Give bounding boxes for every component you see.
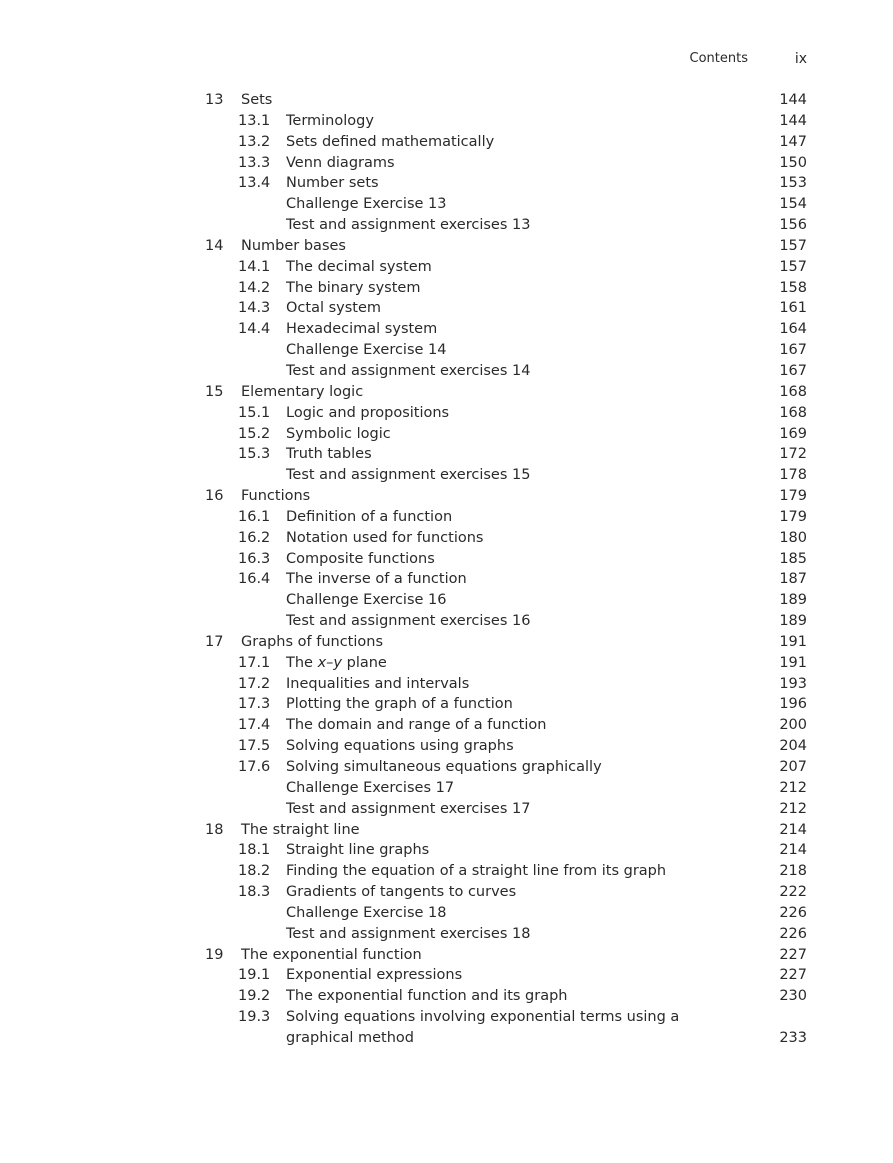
toc-entry-section: [0, 132, 893, 153]
toc-entry-number: 16.4: [238, 571, 271, 588]
toc-entry-extra: [0, 799, 893, 820]
toc-entry-page: 200: [779, 717, 807, 734]
toc-entry-page: 157: [779, 237, 807, 254]
toc-entry-title: Symbolic logic: [286, 425, 391, 442]
toc-entry-title: [286, 653, 387, 674]
toc-entry-title: Venn diagrams: [286, 154, 395, 171]
toc-entry-cont: [0, 1028, 893, 1049]
toc-entry-number: 14: [205, 237, 224, 254]
toc-entry-chapter: [0, 820, 893, 841]
toc-entry-page: 168: [779, 383, 807, 400]
toc-entry-page: 227: [779, 967, 807, 984]
toc-entry-page: 147: [779, 133, 807, 150]
toc-entry-section: [0, 173, 893, 194]
toc-entry-page: 204: [779, 738, 807, 755]
toc-entry-number: 13.3: [238, 154, 271, 171]
toc-entry-chapter: [0, 486, 893, 507]
toc-entry-number: 18: [205, 821, 224, 838]
toc-entry-title: Number bases: [241, 237, 346, 254]
toc-entry-title: Solving equations involving exponential terms using a: [286, 1009, 680, 1026]
toc-entry-title: Test and assignment exercises 16: [286, 613, 531, 630]
toc-entry-title: Solving equations using graphs: [286, 738, 514, 755]
toc-entry-page: 153: [779, 175, 807, 192]
toc-entry-chapter: [0, 632, 893, 653]
toc-entry-number: 16.2: [238, 529, 271, 546]
toc-entry-title: The domain and range of a function: [286, 717, 547, 734]
toc-entry-title: Exponential expressions: [286, 967, 463, 984]
running-head-title: Contents: [689, 51, 748, 66]
toc-entry-title: The straight line: [241, 821, 360, 838]
toc-entry-title: Test and assignment exercises 14: [286, 362, 531, 379]
toc-entry-section: [0, 986, 893, 1007]
toc-entry-section: [0, 653, 893, 674]
toc-entry-title: Solving simultaneous equations graphically: [286, 759, 602, 775]
toc-entry-title: The inverse of a function: [286, 571, 467, 588]
toc-entry-number: 15.2: [238, 425, 271, 442]
toc-entry-title: Number sets: [286, 175, 379, 192]
toc-entry-extra: [0, 590, 893, 611]
toc-entry-page: 189: [779, 592, 807, 609]
toc-entry-number: 18.3: [238, 884, 271, 901]
toc-entry-title: Gradients of tangents to curves: [286, 884, 517, 901]
toc-entry-section: [0, 153, 893, 174]
toc-entry-page: 212: [779, 779, 807, 796]
toc-entry-page: 179: [779, 488, 807, 505]
toc-entry-number: 14.3: [238, 300, 271, 317]
toc-entry-section: [0, 403, 893, 424]
toc-entry-number: 13: [205, 92, 224, 108]
toc-entry-page: 207: [779, 759, 807, 775]
toc-entry-number: 16: [205, 488, 224, 505]
toc-entry-section: [0, 111, 893, 132]
toc-entry-page: 180: [779, 529, 807, 546]
toc-entry-title: Definition of a function: [286, 508, 453, 525]
toc-entry-page: 233: [779, 1029, 807, 1046]
toc-entry-title: Composite functions: [286, 550, 435, 567]
toc-entry-number: 15.3: [238, 446, 271, 463]
toc-entry-page: 226: [779, 925, 807, 942]
toc-entry-page: 214: [779, 842, 807, 859]
toc-entry-page: 191: [779, 633, 807, 650]
toc-entry-page: 222: [779, 884, 807, 901]
toc-entry-extra: [0, 465, 893, 486]
toc-entry-number: 18.2: [238, 863, 271, 880]
toc-entry-page: 150: [779, 154, 807, 171]
toc-entry-page: 179: [779, 508, 807, 525]
toc-entry-chapter: [0, 945, 893, 966]
toc-entry-title: Challenge Exercise 13: [286, 196, 447, 213]
toc-entry-section: [0, 424, 893, 445]
toc-entry-title: Octal system: [286, 300, 382, 317]
toc-entry-section: [0, 257, 893, 278]
toc-entry-title: The exponential function: [241, 946, 422, 963]
toc-entry-title: Sets defined mathematically: [286, 133, 495, 150]
toc-entry-number: 17.1: [238, 654, 271, 671]
toc-entry-number: 16.1: [238, 508, 271, 525]
toc-entry-page: 185: [779, 550, 807, 567]
toc-entry-page: 214: [779, 821, 807, 838]
toc-entry-title: Truth tables: [286, 446, 372, 463]
toc-entry-number: 19: [205, 946, 224, 963]
toc-entry-title: Test and assignment exercises 18: [286, 925, 531, 942]
toc-entry-title: Challenge Exercise 18: [286, 904, 447, 921]
toc-entry-section: [0, 549, 893, 570]
toc-entry-page: 172: [779, 446, 807, 463]
toc-entry-title: Challenge Exercise 14: [286, 342, 447, 359]
toc-entry-page: 193: [779, 675, 807, 692]
toc-entry-number: 15.1: [238, 404, 271, 421]
toc-entry-number: 14.1: [238, 258, 271, 275]
toc-entry-section: [0, 694, 893, 715]
toc-entry-extra: [0, 340, 893, 361]
toc-entry-number: 16.3: [238, 550, 271, 567]
toc-entry-page: 167: [779, 362, 807, 379]
toc-entry-section: [0, 736, 893, 757]
toc-entry-page: 169: [779, 425, 807, 442]
toc-entry-number: 13.4: [238, 175, 271, 192]
toc-entry-extra: [0, 194, 893, 215]
toc-entry-title: The decimal system: [286, 258, 432, 275]
toc-entry-number: 17: [205, 633, 224, 650]
toc-entry-number: 13.2: [238, 133, 271, 150]
toc-entry-page: 167: [779, 342, 807, 359]
toc-entry-title: Functions: [241, 488, 311, 505]
toc-entry-page: 161: [779, 300, 807, 317]
toc-entry-page: 191: [779, 654, 807, 671]
toc-entry-number: 17.4: [238, 717, 271, 734]
toc-entry-title-italic: x–y: [317, 654, 342, 671]
toc-entry-number: 17.3: [238, 696, 271, 713]
toc-entry-section: [0, 507, 893, 528]
toc-entry-chapter: [0, 382, 893, 403]
running-head: [0, 50, 807, 68]
toc-entry-title: Test and assignment exercises 15: [286, 467, 531, 484]
toc-entry-number: 19.2: [238, 988, 271, 1005]
toc-entry-page: 154: [779, 196, 807, 213]
toc-entry-section: [0, 757, 893, 778]
toc-entry-page: 168: [779, 404, 807, 421]
toc-entry-section: [0, 298, 893, 319]
toc-entry-page: 212: [779, 800, 807, 817]
toc-entry-section: [0, 1007, 893, 1028]
toc-entry-title: Inequalities and intervals: [286, 675, 470, 692]
toc-entry-chapter: [0, 90, 893, 111]
toc-entry-extra: [0, 778, 893, 799]
toc-entry-extra: [0, 611, 893, 632]
toc-entry-number: 19.1: [238, 967, 271, 984]
toc-entry-title: Finding the equation of a straight line from its graph: [286, 863, 667, 880]
toc-entry-number: 17.2: [238, 675, 271, 692]
toc-entry-title: Challenge Exercises 17: [286, 779, 455, 796]
toc-entry-page: 230: [779, 988, 807, 1005]
toc-entry-section: [0, 965, 893, 986]
toc-entry-title: Test and assignment exercises 13: [286, 217, 531, 234]
toc-entry-title: Notation used for functions: [286, 529, 484, 546]
toc-entry-title: Graphs of functions: [241, 633, 384, 650]
toc-entry-title: Test and assignment exercises 17: [286, 800, 531, 817]
toc-entry-extra: [0, 215, 893, 236]
toc-entry-title: Straight line graphs: [286, 842, 430, 859]
toc-entry-number: 13.1: [238, 112, 271, 129]
toc-entry-title: Sets: [241, 92, 273, 108]
toc-entry-page: 189: [779, 613, 807, 630]
toc-entry-title-part: The: [286, 654, 318, 671]
toc-entry-number: 17.6: [238, 759, 271, 775]
toc-entry-page: 226: [779, 904, 807, 921]
toc-entry-chapter: [0, 236, 893, 257]
toc-entry-section: [0, 569, 893, 590]
page-number: ix: [794, 51, 807, 67]
toc-entry-title: Challenge Exercise 16: [286, 592, 447, 609]
toc-entry-page: 157: [779, 258, 807, 275]
toc-entry-section: [0, 861, 893, 882]
toc-entry-title: Plotting the graph of a function: [286, 696, 513, 713]
toc-entry-number: 14.4: [238, 321, 271, 338]
toc-entry-section: [0, 715, 893, 736]
toc-entry-section: [0, 319, 893, 340]
toc-entry-title: The binary system: [286, 279, 421, 296]
toc-entry-extra: [0, 924, 893, 945]
toc-entry-page: 156: [779, 217, 807, 234]
toc-entry-title-part: plane: [342, 654, 387, 671]
toc-entry-extra: [0, 361, 893, 382]
toc-entry-section: [0, 444, 893, 465]
toc-entry-number: 15: [205, 383, 224, 400]
toc-entry-title: Elementary logic: [241, 383, 364, 400]
toc-entry-number: 18.1: [238, 842, 271, 859]
toc-entry-title: Logic and propositions: [286, 404, 450, 421]
toc-entry-number: 19.3: [238, 1009, 271, 1026]
toc-entry-page: 187: [779, 571, 807, 588]
toc-entry-extra: [0, 903, 893, 924]
toc-entry-page: 178: [779, 467, 807, 484]
toc-entry-section: [0, 882, 893, 903]
toc-entry-page: 144: [779, 92, 807, 108]
toc-entry-page: 158: [779, 279, 807, 296]
toc-entry-title: The exponential function and its graph: [286, 988, 568, 1005]
toc-entry-section: [0, 674, 893, 695]
toc-entry-title: Terminology: [286, 112, 374, 129]
toc-entry-number: 14.2: [238, 279, 271, 296]
toc-entry-title: graphical method: [286, 1029, 414, 1046]
toc-entry-title: Hexadecimal system: [286, 321, 438, 338]
toc-entry-page: 144: [779, 112, 807, 129]
toc-entry-page: 227: [779, 946, 807, 963]
table-of-contents: [0, 90, 893, 1049]
toc-entry-page: 196: [779, 696, 807, 713]
toc-entry-section: [0, 278, 893, 299]
toc-entry-section: [0, 840, 893, 861]
toc-entry-page: 164: [779, 321, 807, 338]
toc-entry-page: 218: [779, 863, 807, 880]
toc-entry-section: [0, 528, 893, 549]
toc-entry-number: 17.5: [238, 738, 271, 755]
